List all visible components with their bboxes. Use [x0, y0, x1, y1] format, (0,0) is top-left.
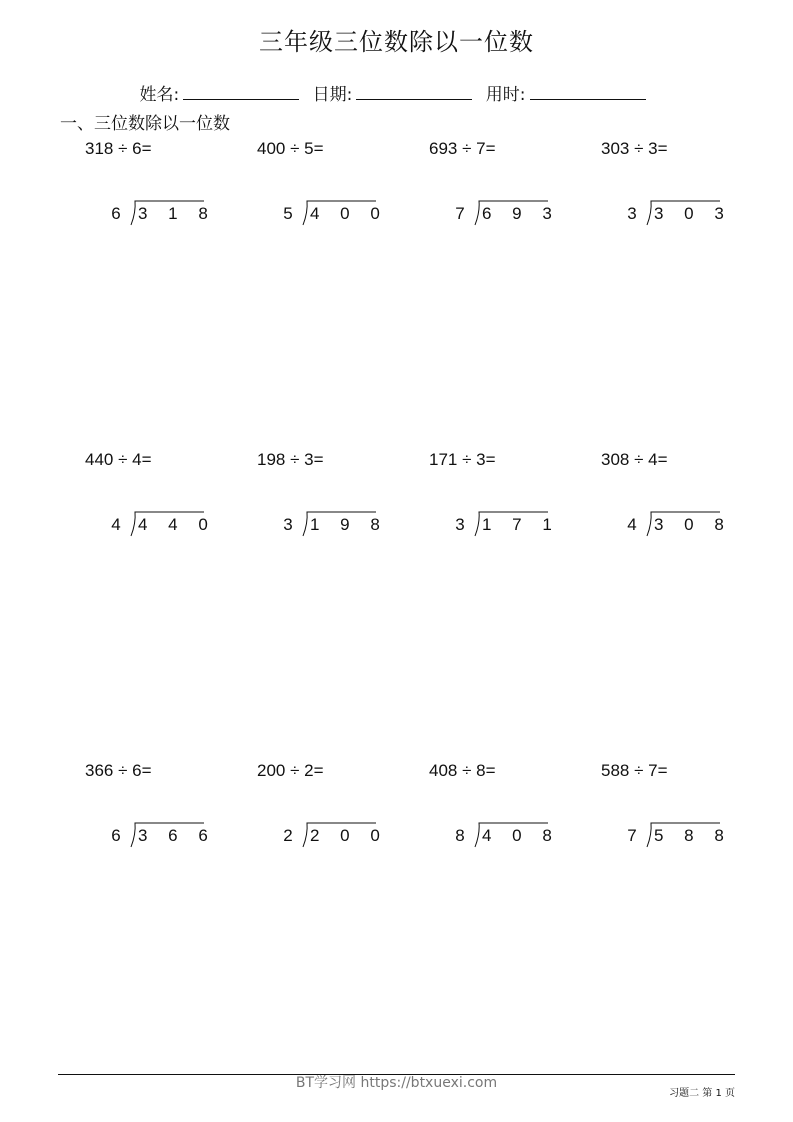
long-division — [110, 824, 260, 852]
division-problem — [429, 761, 589, 861]
long-division — [626, 513, 776, 541]
long-division — [110, 202, 260, 230]
divisor: 6 — [111, 204, 121, 223]
divisor: 6 — [111, 826, 121, 845]
division-problem — [85, 450, 245, 550]
long-division — [626, 202, 776, 230]
problem-equation: 171 ÷ 3= — [429, 450, 496, 469]
long-division — [282, 824, 432, 852]
name-label: 姓名: — [139, 85, 180, 105]
problem-equation: 400 ÷ 5= — [257, 139, 324, 158]
dividend: 1 9 8 — [310, 515, 388, 534]
time-label: 用时: — [485, 85, 526, 105]
time-blank[interactable] — [530, 85, 646, 100]
dividend: 5 8 8 — [654, 826, 732, 845]
page-number: 习题二 第 1 页 — [669, 1088, 735, 1099]
dividend: 3 1 8 — [138, 204, 216, 223]
division-problem — [85, 139, 245, 239]
divisor: 2 — [283, 826, 293, 845]
problem-equation: 200 ÷ 2= — [257, 761, 324, 780]
name-blank[interactable] — [183, 85, 299, 100]
date-label: 日期: — [312, 85, 353, 105]
divisor: 3 — [283, 515, 293, 534]
division-problem — [257, 761, 417, 861]
dividend: 3 0 8 — [654, 515, 732, 534]
section-title: 一、三位数除以一位数 — [60, 114, 230, 134]
problem-equation: 303 ÷ 3= — [601, 139, 668, 158]
division-problem — [601, 139, 761, 239]
dividend: 6 9 3 — [482, 204, 560, 223]
divisor: 5 — [283, 204, 293, 223]
division-problem — [429, 139, 589, 239]
divisor: 3 — [627, 204, 637, 223]
dividend: 4 0 0 — [310, 204, 388, 223]
division-problem — [85, 761, 245, 861]
long-division — [626, 824, 776, 852]
problem-equation: 318 ÷ 6= — [85, 139, 152, 158]
problem-equation: 198 ÷ 3= — [257, 450, 324, 469]
footer-watermark: BT学习网 https://btxuexi.com — [295, 1075, 498, 1091]
divisor: 4 — [627, 515, 637, 534]
student-info-line — [0, 80, 793, 105]
long-division — [454, 202, 604, 230]
divisor: 8 — [455, 826, 465, 845]
long-division — [110, 513, 260, 541]
dividend: 4 0 8 — [482, 826, 560, 845]
dividend: 2 0 0 — [310, 826, 388, 845]
divisor: 4 — [111, 515, 121, 534]
problem-equation: 408 ÷ 8= — [429, 761, 496, 780]
division-problem — [257, 450, 417, 550]
problem-equation: 308 ÷ 4= — [601, 450, 668, 469]
long-division — [282, 513, 432, 541]
division-problem — [601, 450, 761, 550]
divisor: 3 — [455, 515, 465, 534]
division-problem — [601, 761, 761, 861]
problem-equation: 693 ÷ 7= — [429, 139, 496, 158]
dividend: 3 6 6 — [138, 826, 216, 845]
long-division — [454, 824, 604, 852]
problem-equation: 588 ÷ 7= — [601, 761, 668, 780]
divisor: 7 — [455, 204, 465, 223]
division-problem — [429, 450, 589, 550]
page-title: 三年级三位数除以一位数 — [259, 28, 534, 56]
problem-equation: 440 ÷ 4= — [85, 450, 152, 469]
date-blank[interactable] — [356, 85, 472, 100]
division-problem — [257, 139, 417, 239]
long-division — [454, 513, 604, 541]
dividend: 4 4 0 — [138, 515, 216, 534]
dividend: 3 0 3 — [654, 204, 732, 223]
divisor: 7 — [627, 826, 637, 845]
problem-equation: 366 ÷ 6= — [85, 761, 152, 780]
dividend: 1 7 1 — [482, 515, 560, 534]
long-division — [282, 202, 432, 230]
